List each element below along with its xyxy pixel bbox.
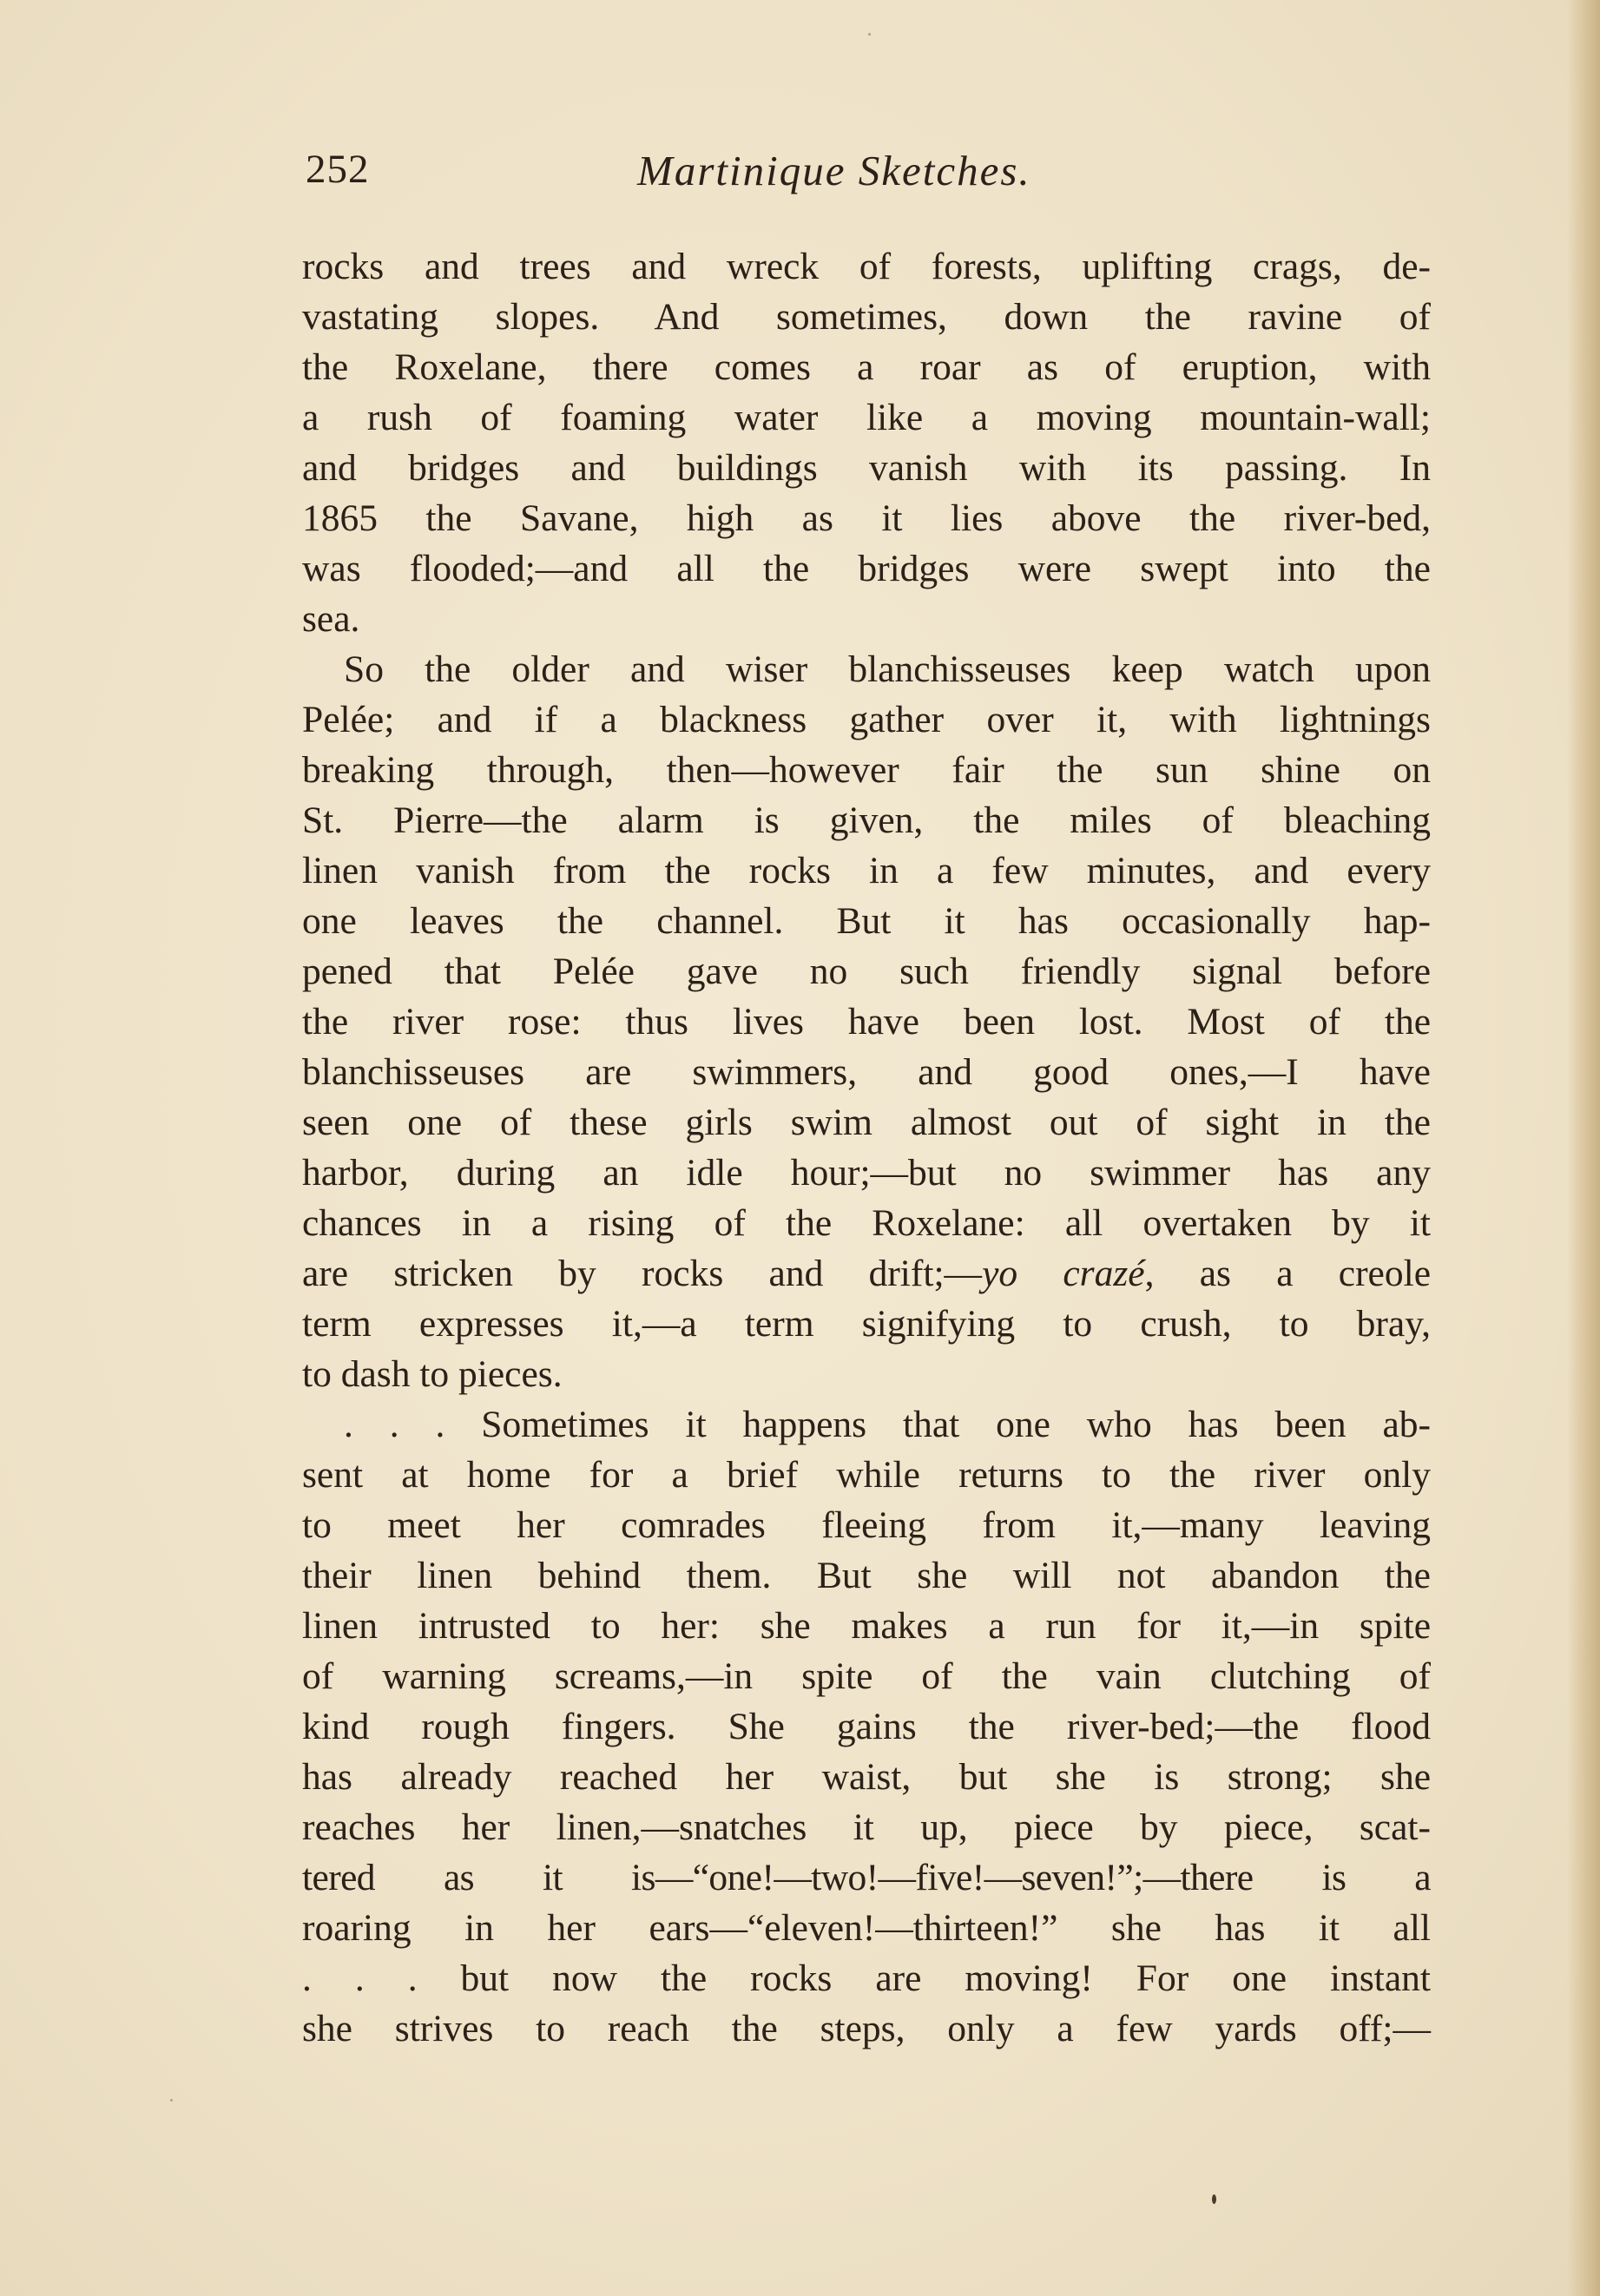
text-line: she strives to reach the steps, only a few yards off;—: [302, 2008, 1431, 2049]
text-line: a rush of foaming water like a moving mountain-wall;: [302, 397, 1431, 438]
text-line: St. Pierre—the alarm is given, the miles of bleaching: [302, 799, 1431, 841]
text-line: reaches her linen,—snatches it up, piece by piece, scat-: [302, 1806, 1431, 1848]
text-line: the Roxelane, there comes a roar as of eruption, with: [302, 346, 1431, 388]
text-line: . . . Sometimes it happens that one who has been ab-: [344, 1404, 1431, 1445]
text-line: the river rose: thus lives have been lost. Most of the: [302, 1001, 1431, 1043]
text-line-with-italic: [302, 1248, 1431, 1299]
text-line: pened that Pelée gave no such friendly signal before: [302, 951, 1431, 992]
text-line: rocks and trees and wreck of forests, uplifting crags, de-: [302, 246, 1431, 287]
text-line: . . . but now the rocks are moving! For one instant: [302, 1957, 1431, 1999]
text-line: has already reached her waist, but she is strong; she: [302, 1756, 1431, 1798]
text-line: linen vanish from the rocks in a few minutes, and every: [302, 850, 1431, 891]
text-line: roaring in her ears—“eleven!—thirteen!” she has it all: [302, 1907, 1431, 1949]
text-line: to meet her comrades fleeing from it,—many leaving: [302, 1504, 1431, 1546]
text-line: one leaves the channel. But it has occasionally hap-: [302, 900, 1431, 942]
text-line: of warning screams,—in spite of the vain clutching of: [302, 1655, 1431, 1697]
paper-speck: [868, 33, 871, 36]
text-line: their linen behind them. But she will not abandon the: [302, 1555, 1431, 1596]
running-title: Martinique Sketches.: [637, 147, 1031, 194]
body-text: [302, 241, 1431, 2054]
paper-speck: [1212, 2194, 1216, 2204]
text-line: tered as it is—“one!—two!—five!—seven!”;—there is a: [302, 1857, 1431, 1898]
text-segment: are stricken by rocks and drift;—: [302, 1253, 983, 1294]
text-line: was flooded;—and all the bridges were swept into the: [302, 548, 1431, 589]
page-header: [306, 146, 1087, 215]
text-line: linen intrusted to her: she makes a run for it,—in spite: [302, 1605, 1431, 1647]
text-line: seen one of these girls swim almost out of sight in the: [302, 1102, 1431, 1143]
page-edge-shadow: [1567, 0, 1600, 2296]
text-line: sea.: [302, 598, 360, 640]
text-line: harbor, during an idle hour;—but no swimmer has any: [302, 1152, 1431, 1194]
text-line: Pelée; and if a blackness gather over it, with lightnings: [302, 699, 1431, 740]
text-line: 1865 the Savane, high as it lies above the river-bed,: [302, 497, 1431, 539]
text-line: blanchisseuses are swimmers, and good ones,—I have: [302, 1051, 1431, 1093]
text-line: to dash to pieces.: [302, 1353, 563, 1395]
paper-speck: [170, 2099, 173, 2102]
text-line: vastating slopes. And sometimes, down the ravine of: [302, 296, 1431, 338]
text-line: chances in a rising of the Roxelane: all overtaken by it: [302, 1202, 1431, 1244]
text-line: and bridges and buildings vanish with its passing. In: [302, 447, 1431, 489]
page-number: 252: [306, 147, 370, 192]
text-line: sent at home for a brief while returns to the river only: [302, 1454, 1431, 1496]
text-segment: , as a creole: [1144, 1253, 1432, 1294]
text-line: kind rough fingers. She gains the river-bed;—the flood: [302, 1706, 1431, 1747]
text-line: So the older and wiser blanchisseuses keep watch upon: [344, 648, 1431, 690]
text-line: term expresses it,—a term signifying to crush, to bray,: [302, 1303, 1431, 1345]
text-line: breaking through, then—however fair the sun shine on: [302, 749, 1431, 791]
italic-creole-phrase: yo crazé: [982, 1253, 1145, 1294]
